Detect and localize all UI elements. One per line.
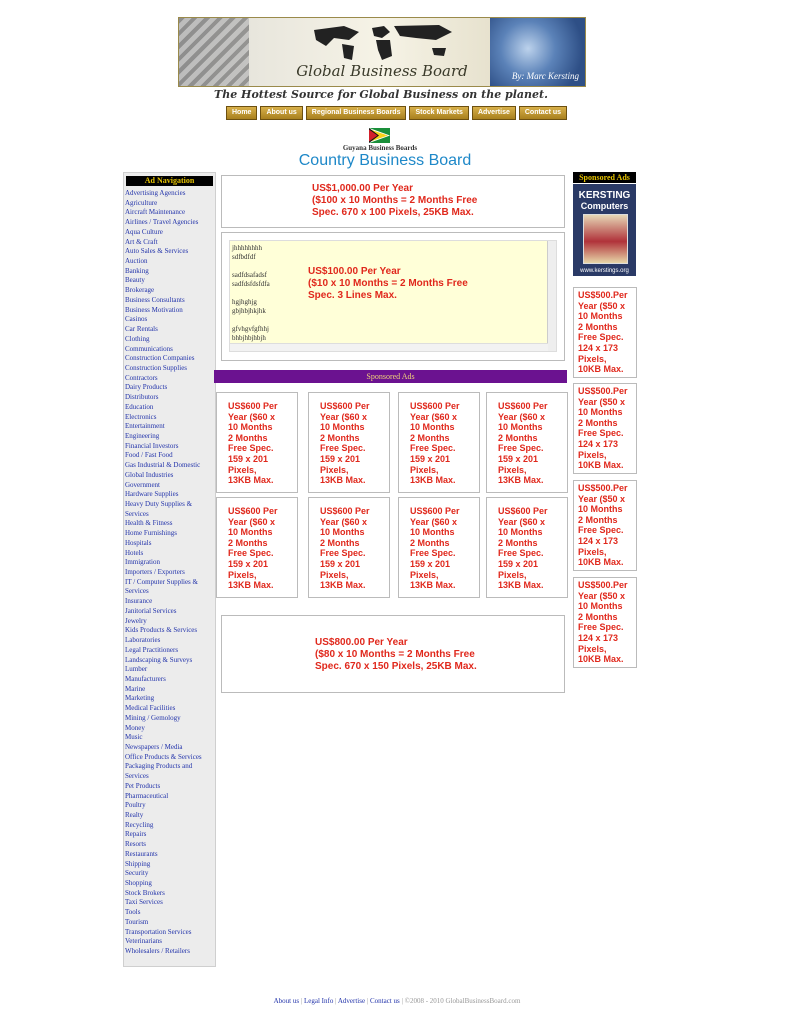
text-ad-scroll-area[interactable] (229, 240, 557, 352)
ad-slot-text: 13KB Max. (498, 475, 544, 486)
board-subtitle: Guyana Business Boards (342, 144, 418, 152)
ad-slot-text: 10 Months (320, 527, 365, 538)
text-ad-box (221, 232, 565, 361)
sidebar-item[interactable]: Importers / Exporters (125, 568, 185, 577)
sidebar-item[interactable]: Global Industries (125, 470, 174, 479)
sidebar-item[interactable]: Communications (125, 344, 173, 353)
ad-slot-text: Pixels, (410, 569, 439, 580)
sidebar-item[interactable]: Business Motivation (125, 305, 183, 314)
ad-slot-text: 13KB Max. (228, 475, 274, 486)
ad-slot-text: 10 Months (228, 527, 273, 538)
nav-advertise[interactable]: Advertise (472, 106, 516, 120)
sidebar-item[interactable]: Lumber (125, 665, 148, 674)
sponsored-ad-slot[interactable] (216, 497, 298, 598)
ad-slot-text: 2 Months (410, 537, 450, 548)
top-banner-ad[interactable] (221, 175, 565, 228)
ad-slot-text: Year ($60 x (228, 516, 276, 527)
sidebar-item[interactable]: Engineering (125, 431, 160, 440)
ad-slot-text: 13KB Max. (320, 580, 366, 591)
ad-slot-text: 124 x 173 (578, 438, 619, 449)
ad-slot-text: 159 x 201 (320, 558, 361, 569)
text-ad-line (232, 289, 270, 298)
nav-stock-markets[interactable]: Stock Markets (409, 106, 468, 120)
ad-slot-text: 2 Months (410, 432, 450, 443)
ad-slot-text: US$600 Per (320, 401, 370, 411)
sidebar-item[interactable]: Aircraft Maintenance (125, 208, 186, 217)
sponsored-ad-slot[interactable] (486, 497, 568, 598)
text-ad-line: sadfdsfdsfdfa (232, 280, 270, 288)
sidebar-item[interactable]: Casinos (125, 315, 148, 324)
text-ad-sample (232, 244, 270, 343)
sidebar-item[interactable]: Airlines / Travel Agencies (125, 218, 199, 227)
ad-slot-text: 2 Months (578, 611, 618, 622)
ad-slot-text: 159 x 201 (498, 453, 539, 464)
ad-slot-text: Year ($50 x (578, 300, 626, 311)
ad-slot-text: 10 Months (228, 422, 273, 433)
text-ad-line (232, 316, 270, 325)
sidebar-item[interactable]: Construction Supplies (125, 363, 188, 372)
ad-slot-text: Year ($60 x (228, 411, 276, 422)
ad-slot-text: 159 x 201 (410, 558, 451, 569)
ad-slot-text: US$600 Per (228, 506, 278, 516)
sidebar-item[interactable]: Construction Companies (125, 354, 195, 363)
sponsored-ad-slot[interactable] (308, 497, 390, 598)
ad-slot-text: 10 Months (498, 422, 543, 433)
sidebar-item[interactable]: Restaurants (125, 849, 158, 858)
sidebar-item[interactable]: Realty (125, 811, 144, 819)
sidebar-item[interactable]: Office Products & Services (125, 752, 202, 761)
ad-slot-text: Free Spec. (578, 622, 624, 633)
sidebar-item[interactable]: Repairs (125, 830, 147, 839)
tagline: The Hottest Source for Global Business on the planet. (214, 88, 548, 101)
ad-slot-text: 13KB Max. (498, 580, 544, 591)
ad-price: US$100.00 Per Year (308, 266, 401, 277)
ad-slot-text: Year ($60 x (410, 411, 458, 422)
ad-slot-text: US$500.Per (578, 386, 628, 396)
ad-spec: Spec. 670 x 100 Pixels, 25KB Max. (312, 207, 474, 218)
right-ad-slot[interactable] (573, 383, 637, 474)
right-ad-slot[interactable] (573, 480, 637, 571)
ad-slot-text: 13KB Max. (228, 580, 274, 591)
ad-slot-text: Year ($60 x (498, 516, 546, 527)
sidebar-item[interactable]: Poultry (125, 801, 146, 810)
ad-slot-text: 2 Months (578, 321, 618, 332)
sidebar-item[interactable]: Beauty (125, 276, 145, 285)
sponsored-ad-slot[interactable] (398, 497, 480, 598)
sidebar-item[interactable]: Banking (125, 266, 149, 275)
sidebar-heading: Ad Navigation (126, 176, 213, 186)
sidebar-item[interactable]: Newspapers / Media (125, 742, 183, 751)
sidebar-item[interactable]: Recycling (125, 820, 154, 829)
sidebar-item[interactable]: Money (125, 723, 145, 732)
ad-slot-text: Pixels, (320, 464, 349, 475)
text-ad-line: bhbjhbjhbjh (232, 334, 266, 342)
kersting-computers-ad[interactable] (573, 184, 636, 276)
top-nav (226, 106, 567, 118)
ad-slot-text: Pixels, (498, 569, 527, 580)
ad-slot-text: US$600 Per (498, 506, 548, 516)
sidebar-item[interactable]: Clothing (125, 334, 150, 343)
page-title: Country Business Board (298, 152, 472, 169)
sidebar-list (124, 189, 215, 957)
ad-slot-text: US$600 Per (410, 401, 460, 411)
sponsored-ad-grid (216, 391, 566, 600)
ad-slot-text: 10KB Max. (578, 557, 624, 568)
ad-slot-text: Free Spec. (498, 443, 544, 454)
ad-slot-text: 13KB Max. (410, 475, 456, 486)
kersting-subtitle: Computers (580, 201, 629, 211)
ad-slot-text: 159 x 201 (410, 453, 451, 464)
sidebar-item[interactable]: Shipping (125, 859, 151, 868)
ad-slot-text: 13KB Max. (320, 475, 366, 486)
ad-slot-text: 10 Months (498, 527, 543, 538)
ad-slot-text: 10 Months (578, 601, 623, 612)
ad-slot-text: 10KB Max. (578, 364, 624, 375)
ad-slot-text: Free Spec. (578, 332, 624, 343)
guyana-flag-icon (369, 128, 390, 143)
sidebar-item[interactable]: Manufacturers (125, 674, 166, 683)
ad-slot-text: 10 Months (578, 407, 623, 418)
text-ad-line: hgjhghjg (232, 298, 257, 306)
ad-slot-text: Pixels, (578, 546, 607, 557)
ad-slot-text: 159 x 201 (228, 453, 269, 464)
ad-price: US$1,000.00 Per Year (312, 183, 414, 194)
sidebar-item[interactable]: Hardware Supplies (125, 490, 179, 499)
sidebar-item[interactable]: Mining / Gemology (125, 713, 181, 722)
text-ad-line: gfvhgvfgfhhj (232, 325, 269, 333)
sidebar-item[interactable]: Auto Sales & Services (125, 247, 189, 256)
ad-slot-text: Free Spec. (578, 428, 624, 439)
right-ad-slot[interactable] (573, 287, 637, 378)
ad-terms: ($100 x 10 Months = 2 Months Free (312, 195, 478, 206)
sidebar-item[interactable]: Pet Products (125, 781, 161, 790)
ad-slot-text: 2 Months (578, 514, 618, 525)
sidebar-item[interactable]: Dairy Products (125, 383, 168, 392)
sidebar-item[interactable]: Car Rentals (125, 325, 158, 334)
sidebar-item[interactable]: Security (125, 869, 149, 878)
sidebar-item[interactable]: Kids Products & Services (125, 626, 198, 635)
right-ad-slot[interactable] (573, 577, 637, 668)
footer-advertise-link[interactable]: Advertise (337, 997, 366, 1005)
ad-slot-text: Free Spec. (410, 443, 456, 454)
ad-slot-text: Year ($60 x (320, 516, 368, 527)
sidebar-item[interactable]: Insurance (125, 597, 153, 606)
ad-slot-text: 2 Months (320, 432, 360, 443)
ad-navigation-sidebar (123, 172, 216, 967)
text-ad-line: gbjhbjhkjhk (232, 307, 266, 315)
horizontal-scrollbar[interactable] (230, 343, 548, 351)
ad-spec: Spec. 670 x 150 Pixels, 25KB Max. (315, 661, 477, 672)
sidebar-item[interactable]: Aqua Culture (125, 227, 163, 236)
ad-price: US$800.00 Per Year (315, 637, 408, 648)
ad-slot-text: Year ($60 x (320, 411, 368, 422)
sidebar-item[interactable]: Legal Practitioners (125, 645, 179, 654)
sidebar-item[interactable]: Financial Investors (125, 441, 179, 450)
sponsored-ad-slot[interactable] (308, 392, 390, 493)
ad-slot-text: Pixels, (498, 464, 527, 475)
ad-spec: Spec. 3 Lines Max. (308, 290, 397, 301)
ad-slot-text: 159 x 201 (320, 453, 361, 464)
sidebar-item[interactable]: Heavy Duty Supplies & Services (125, 500, 193, 518)
ad-slot-text: Free Spec. (228, 443, 274, 454)
sidebar-item[interactable]: Hospitals (125, 538, 152, 547)
ad-slot-text: Pixels, (228, 464, 257, 475)
ad-slot-text: 10 Months (578, 504, 623, 515)
ad-slot-text: 124 x 173 (578, 535, 619, 546)
footer-contact-link[interactable]: Contact us (369, 997, 400, 1005)
sidebar-item[interactable]: Landscaping & Surveys (125, 655, 193, 664)
sidebar-item[interactable]: Pharmaceutical (125, 791, 169, 800)
text-ad-line: sdfbdfdf (232, 253, 256, 261)
ad-slot-text: 2 Months (228, 432, 268, 443)
ad-slot-text: Year ($50 x (578, 396, 626, 407)
sidebar-item[interactable]: Taxi Services (125, 898, 163, 907)
sidebar-item[interactable]: Marine (125, 684, 146, 693)
sidebar-item[interactable]: Janitorial Services (125, 606, 177, 615)
ad-slot-text: 2 Months (320, 537, 360, 548)
world-map-icon (304, 22, 459, 62)
ad-slot-text: US$500.Per (578, 580, 628, 590)
ad-slot-text: 10KB Max. (578, 460, 624, 471)
sponsored-ad-slot[interactable] (398, 392, 480, 493)
nav-about[interactable]: About us (260, 106, 302, 120)
sidebar-item[interactable]: Packaging Products and Services (125, 762, 193, 781)
sidebar-item[interactable]: Music (125, 733, 143, 742)
sidebar-item[interactable]: Health & Fitness (125, 519, 173, 528)
ad-slot-text: 159 x 201 (498, 558, 539, 569)
sidebar-item[interactable]: Shopping (125, 879, 152, 888)
sidebar-item[interactable]: Entertainment (125, 422, 165, 431)
sidebar-item[interactable]: Hotels (125, 548, 144, 557)
ad-slot-text: 159 x 201 (228, 558, 269, 569)
ad-slot-text: US$600 Per (228, 401, 278, 411)
ad-slot-text: 10 Months (410, 422, 455, 433)
ad-slot-text: 10 Months (320, 422, 365, 433)
sidebar-item[interactable]: Resorts (125, 840, 146, 849)
ad-terms: ($80 x 10 Months = 2 Months Free (315, 649, 475, 660)
ad-slot-text: Free Spec. (498, 548, 544, 559)
ad-slot-text: Pixels, (228, 569, 257, 580)
ad-slot-text: 2 Months (228, 537, 268, 548)
ad-slot-text: US$500.Per (578, 290, 628, 300)
footer-legal-link[interactable]: Legal Info (303, 997, 334, 1005)
sidebar-item[interactable]: Immigration (125, 558, 160, 567)
sponsored-ad-slot[interactable] (486, 392, 568, 493)
ad-slot-text: Year ($50 x (578, 493, 626, 504)
sidebar-item[interactable]: Distributors (125, 393, 159, 402)
ad-slot-text: Pixels, (578, 449, 607, 460)
ad-slot-text: Free Spec. (320, 443, 366, 454)
ad-slot-text: Year ($60 x (498, 411, 546, 422)
sponsored-ads-heading: Sponsored Ads (214, 370, 567, 383)
kersting-url: www.kerstings.org (580, 268, 629, 274)
ad-slot-text: Pixels, (410, 464, 439, 475)
sidebar-item[interactable]: Laboratories (125, 636, 161, 645)
header-banner (178, 17, 586, 87)
sidebar-item[interactable]: Marketing (125, 694, 155, 703)
kersting-title: KERSTING (578, 190, 631, 201)
ad-slot-text: Free Spec. (410, 548, 456, 559)
sidebar-item[interactable]: Tools (125, 908, 141, 917)
ad-slot-text: US$600 Per (410, 506, 460, 516)
sidebar-item[interactable]: Agriculture (125, 198, 158, 207)
ad-slot-text: Pixels, (578, 353, 607, 364)
footer-copyright: ©2008 - 2010 GlobalBusinessBoard.com (404, 997, 521, 1005)
ad-slot-text: US$600 Per (320, 506, 370, 516)
sidebar-item[interactable]: IT / Computer Supplies & Services (125, 577, 198, 596)
ad-slot-text: 10 Months (578, 311, 623, 322)
sidebar-item[interactable]: Wholesalers / Retailers (125, 947, 190, 956)
nav-contact[interactable]: Contact us (519, 106, 567, 120)
ad-slot-text: 2 Months (578, 417, 618, 428)
sidebar-item[interactable]: Transportation Services (125, 927, 192, 936)
footer-about-link[interactable]: About us (273, 997, 300, 1005)
ad-slot-text: Pixels, (578, 643, 607, 654)
sidebar-item[interactable]: Jewelry (125, 616, 147, 625)
ad-slot-text: 13KB Max. (410, 580, 456, 591)
sidebar-item[interactable]: Stock Brokers (125, 888, 165, 897)
sidebar-item[interactable]: Education (125, 402, 154, 411)
kersting-crest-image (583, 214, 628, 264)
sponsored-ad-slot[interactable] (216, 392, 298, 493)
ad-slot-text: 2 Months (498, 432, 538, 443)
ad-slot-text: Year ($60 x (410, 516, 458, 527)
sidebar-item[interactable]: Food / Fast Food (125, 451, 173, 460)
ad-slot-text: US$600 Per (498, 401, 548, 411)
ad-slot-text: Year ($50 x (578, 590, 626, 601)
ad-slot-text: 2 Months (498, 537, 538, 548)
text-ad-line: jhhhhhhhh (232, 244, 262, 252)
ad-slot-text: Free Spec. (228, 548, 274, 559)
sidebar-item[interactable]: Veterinarians (125, 937, 162, 946)
ad-slot-text: 124 x 173 (578, 342, 619, 353)
banner-signature: By: Marc Kersting (511, 71, 579, 81)
ad-slot-text: Pixels, (320, 569, 349, 580)
right-sponsored-heading: Sponsored Ads (573, 172, 636, 183)
sidebar-item[interactable]: Art & Craft (125, 237, 158, 246)
ad-terms: ($10 x 10 Months = 2 Months Free (308, 278, 468, 289)
sidebar-item[interactable]: Home Furnishings (125, 529, 177, 538)
bottom-banner-ad[interactable] (221, 615, 565, 693)
vertical-scrollbar[interactable] (547, 241, 556, 351)
banner-brand: Global Business Board (296, 62, 468, 80)
sidebar-item[interactable]: Medical Facilities (125, 704, 176, 713)
text-ad-line: sadfdsafadsf (232, 271, 267, 279)
ad-slot-text: US$500.Per (578, 483, 628, 493)
text-ad-line (232, 262, 270, 271)
sidebar-item[interactable]: Government (125, 480, 160, 489)
ad-slot-text: 10 Months (410, 527, 455, 538)
sidebar-item[interactable]: Electronics (125, 412, 157, 421)
nav-home[interactable]: Home (226, 106, 257, 120)
footer: About us | Legal Info | Advertise | Contact us | ©2008 - 2010 GlobalBusinessBoard.com (273, 997, 521, 1005)
nav-regional-boards[interactable]: Regional Business Boards (306, 106, 407, 120)
sidebar-item[interactable]: Contractors (125, 373, 158, 382)
sidebar-item[interactable]: Gas Industrial & Domestic (125, 461, 201, 470)
sidebar-item[interactable]: Tourism (125, 917, 149, 926)
ad-slot-text: Free Spec. (578, 525, 624, 536)
ad-slot-text: 10KB Max. (578, 654, 624, 665)
sidebar-item[interactable]: Auction (125, 257, 148, 266)
sidebar-item[interactable]: Brokerage (125, 286, 155, 295)
sidebar-item[interactable]: Business Consultants (125, 295, 185, 304)
ad-slot-text: Free Spec. (320, 548, 366, 559)
ad-slot-text: 124 x 173 (578, 632, 619, 643)
sidebar-item[interactable]: Advertising Agencies (125, 189, 186, 197)
